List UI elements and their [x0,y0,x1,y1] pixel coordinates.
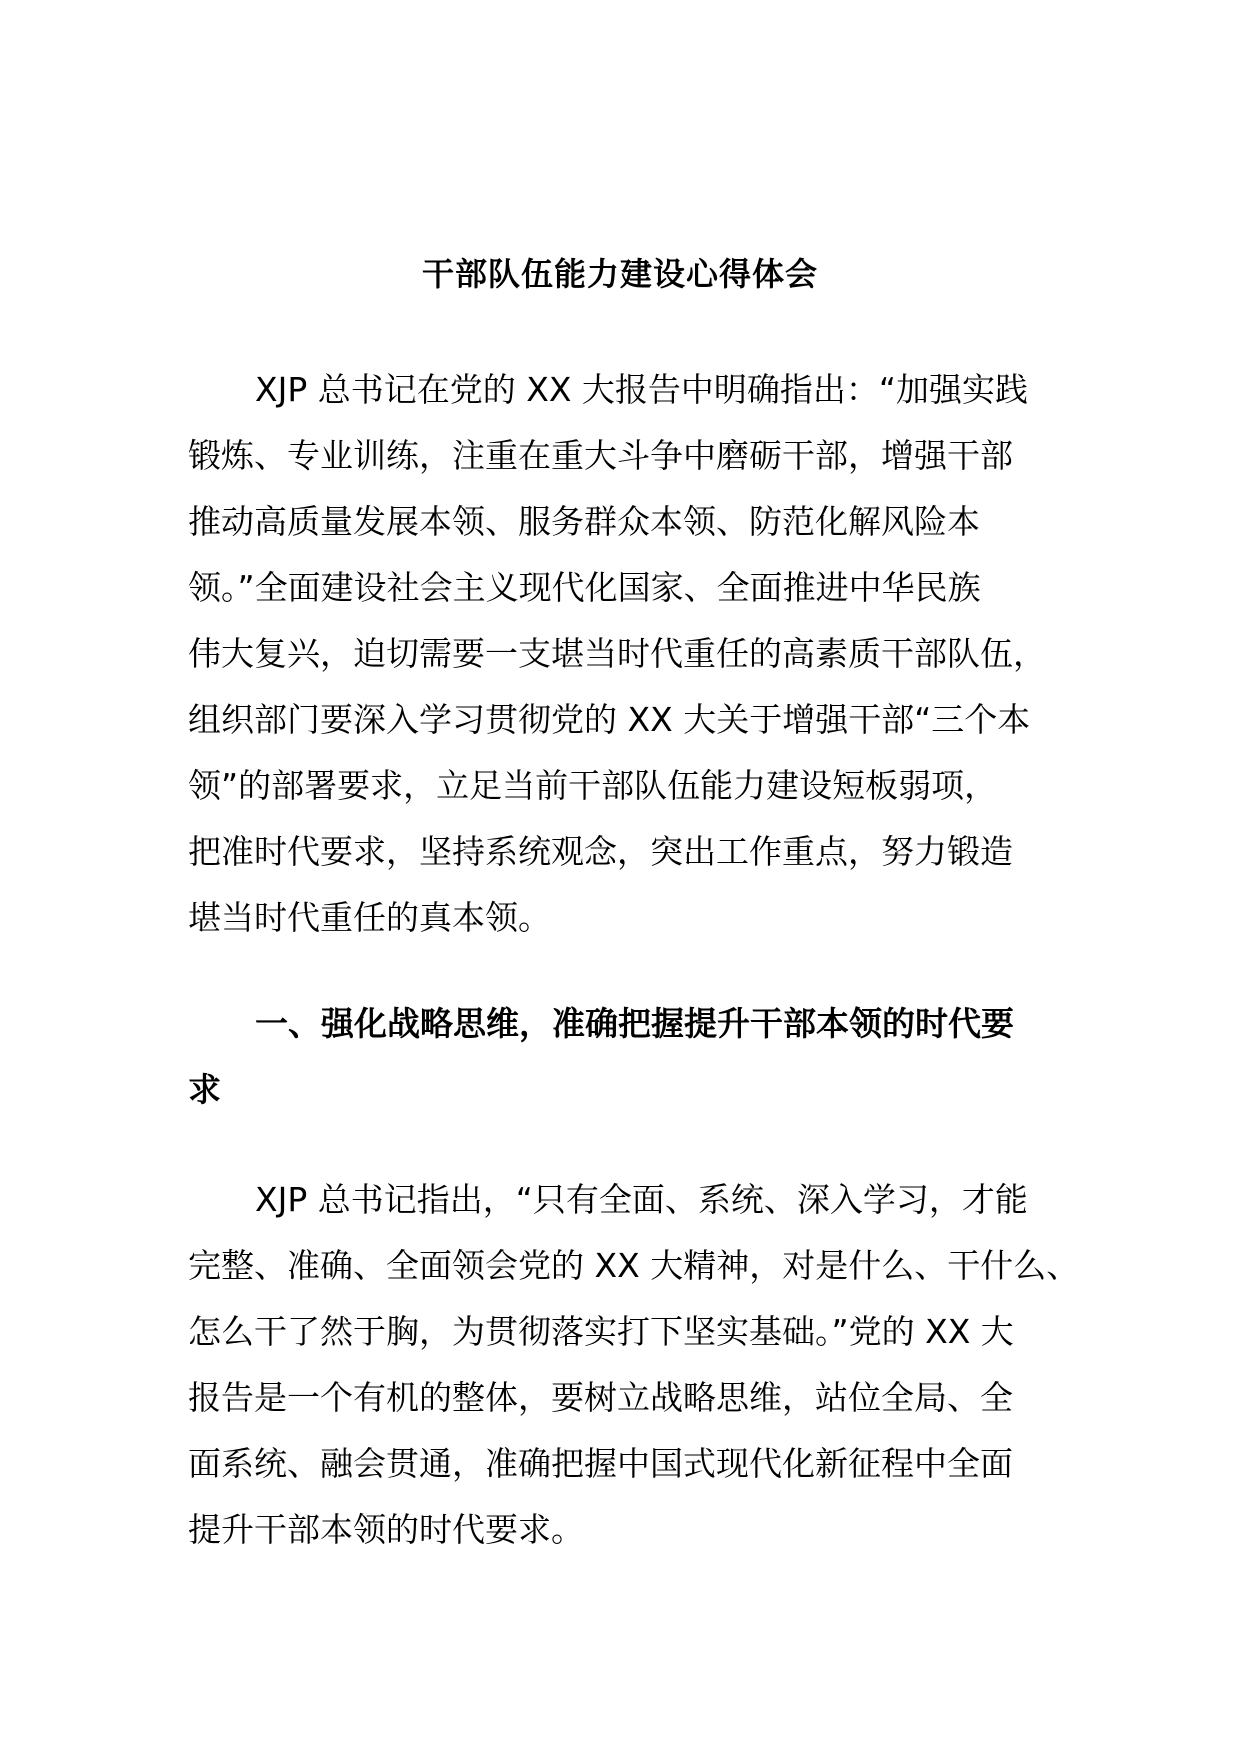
paragraph-line: 锻炼、专业训练，注重在重大斗争中磨砺干部，增强干部 [188,436,1013,475]
paragraph-2 [188,1167,1088,1563]
paragraph-line: 领。”全面建设社会主义现代化国家、全面推进中华民族 [188,568,981,607]
paragraph-line: 推动高质量发展本领、服务群众本领、防范化解风险本 [188,502,980,541]
paragraph-line: 完整、准确、全面领会党的 XX 大精神，对是什么、干什么、 [188,1246,1080,1285]
paragraph-line: 面系统、融会贯通，准确把握中国式现代化新征程中全面 [188,1444,1013,1483]
section-heading-1 [188,991,1088,1123]
paragraph-line: 提升干部本领的时代要求。 [188,1510,584,1549]
paragraph-line: XJP 总书记指出，“只有全面、系统、深入学习，才能 [255,1180,1028,1219]
paragraph-line: 怎么干了然于胸，为贯彻落实打下坚实基础。”党的 XX 大 [188,1312,1014,1351]
document-title: 干部队伍能力建设心得体会 [421,255,818,293]
heading-line: 一、强化战略思维，准确把握提升干部本领的时代要 [255,1004,1014,1043]
paragraph-line: 伟大复兴，迫切需要一支堪当时代重任的高素质干部队伍， [188,634,1046,673]
paragraph-1 [188,357,1088,951]
paragraph-line: XJP 总书记在党的 XX 大报告中明确指出：“加强实践 [255,370,1029,409]
paragraph-line: 堪当时代重任的真本领。 [188,898,551,937]
paragraph-line: 组织部门要深入学习贯彻党的 XX 大关于增强干部“三个本 [188,700,1031,739]
paragraph-line: 把准时代要求，坚持系统观念，突出工作重点，努力锻造 [188,832,1013,871]
paragraph-line: 领”的部署要求，立足当前干部队伍能力建设短板弱项， [188,766,998,805]
heading-line: 求 [188,1070,221,1109]
paragraph-line: 报告是一个有机的整体，要树立战略思维，站位全局、全 [188,1378,1013,1417]
